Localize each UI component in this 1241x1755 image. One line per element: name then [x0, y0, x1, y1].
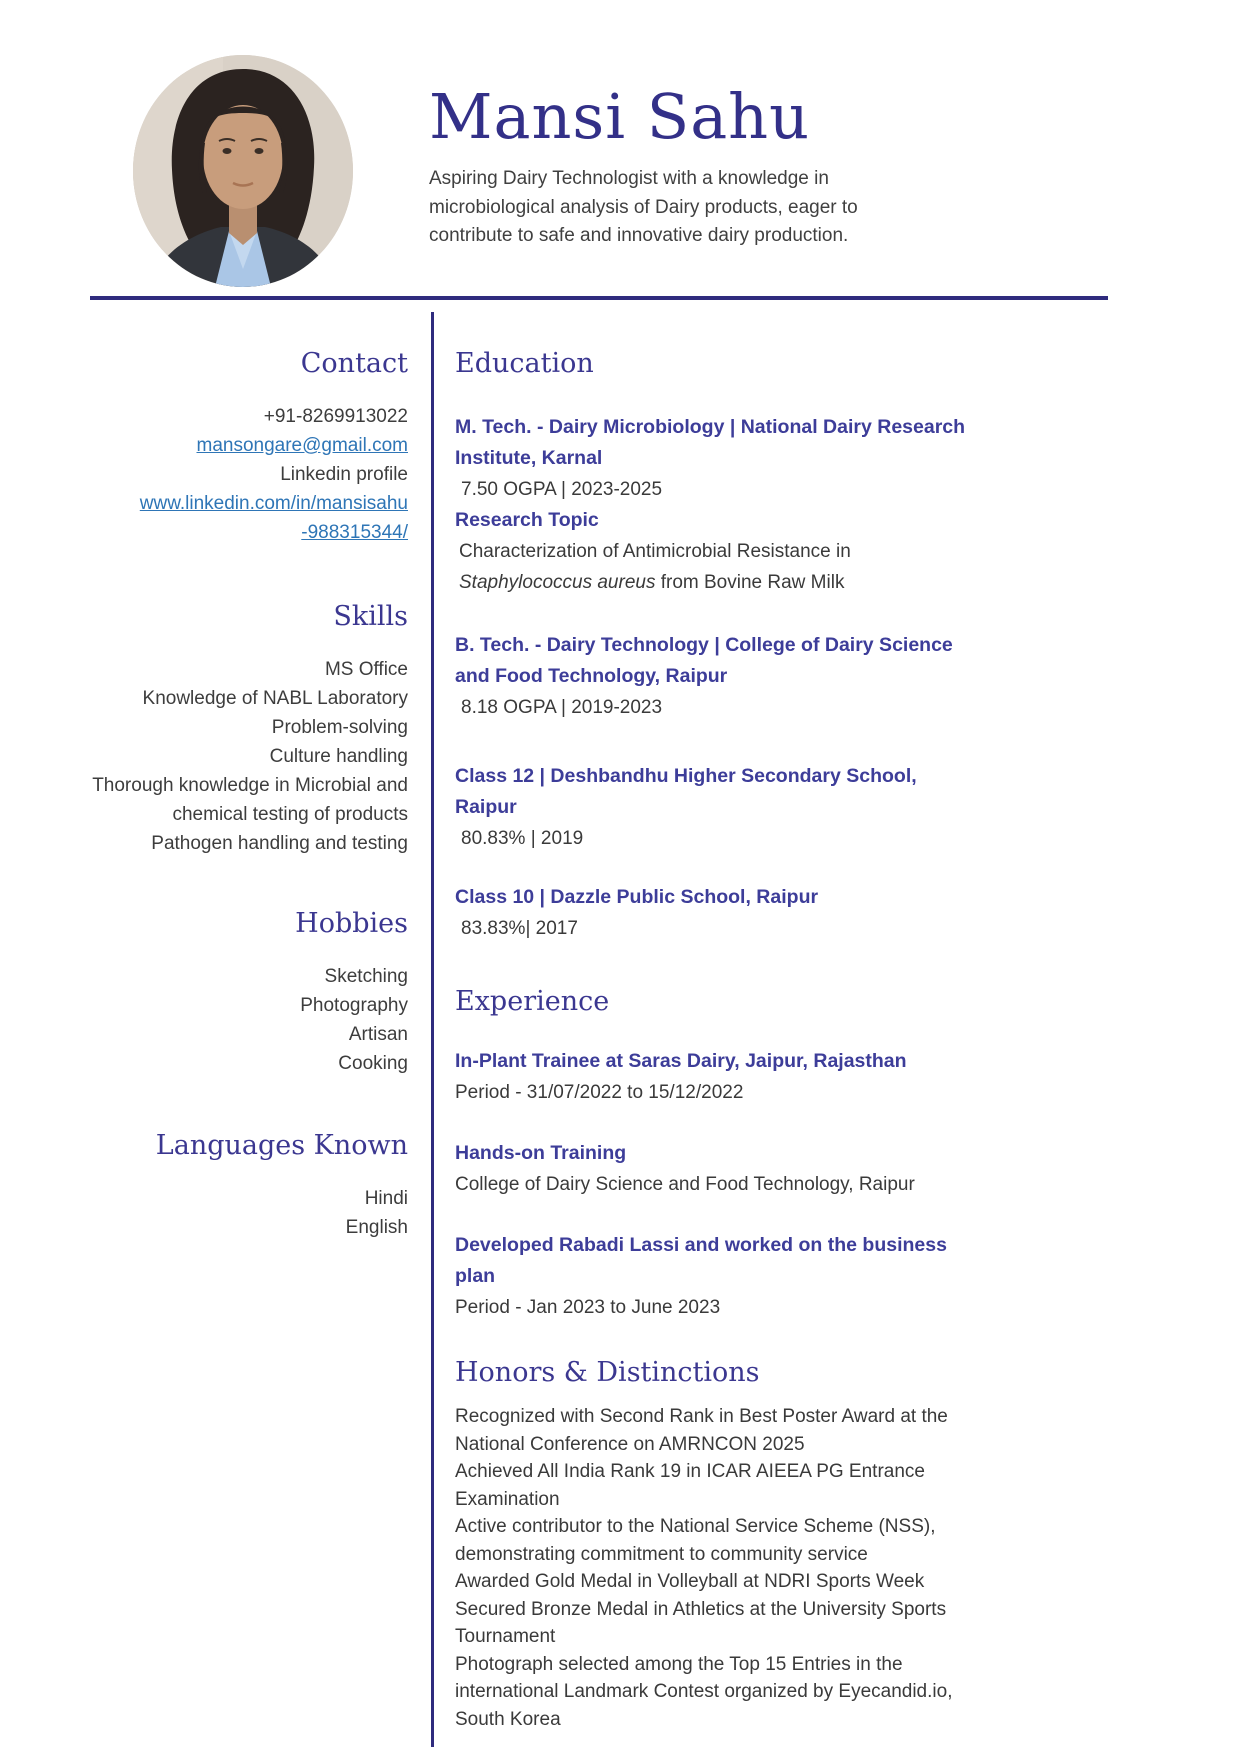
- profile-photo-illustration: [133, 55, 353, 287]
- contact-linkedin-url-link-line2[interactable]: -988315344/: [301, 522, 408, 543]
- honors-item: Secured Bronze Medal in Athletics at the University Sports Tournament: [455, 1598, 947, 1647]
- hobby-item: Artisan: [348, 1024, 408, 1045]
- research-topic-text: Characterization of Antimicrobial Resistance in Staphylococcus aureus from Bovine Raw Milk: [459, 541, 851, 593]
- experience-entry: [455, 1046, 975, 1108]
- education-entry: [455, 761, 975, 854]
- education-entry: [455, 882, 975, 944]
- header-text: [429, 55, 907, 287]
- honors-list: [455, 1403, 975, 1733]
- contact-email-link[interactable]: mansongare@gmail.com: [196, 435, 408, 456]
- hobby-item: Cooking: [338, 1053, 408, 1074]
- education-entry-score: 7.50 OGPA | 2023-2025: [461, 479, 663, 500]
- skills-list: [90, 655, 408, 858]
- experience-entry: [455, 1138, 975, 1200]
- experience-entry-heading: Developed Rabadi Lassi and worked on the business plan: [455, 1234, 947, 1287]
- skill-item: Thorough knowledge in Microbial and chemical testing of products: [92, 775, 408, 825]
- main-column: [431, 312, 975, 1747]
- honors-item: Active contributor to the National Service Scheme (NSS), demonstrating commitment to community service: [455, 1516, 936, 1565]
- content-columns: [90, 312, 1241, 1747]
- honors-heading: Honors & Distinctions: [455, 1357, 760, 1388]
- languages-list: [90, 1184, 408, 1242]
- contact-heading: Contact: [300, 348, 408, 379]
- contact-linkedin-label: Linkedin profile: [280, 464, 408, 485]
- experience-heading: Experience: [455, 986, 610, 1017]
- experience-entry-detail: Period - Jan 2023 to June 2023: [455, 1297, 721, 1318]
- skill-item: Culture handling: [269, 746, 408, 767]
- language-item: English: [345, 1217, 408, 1238]
- experience-entry-heading: In-Plant Trainee at Saras Dairy, Jaipur, Rajasthan: [455, 1050, 907, 1072]
- education-heading: Education: [455, 348, 594, 379]
- skill-item: Pathogen handling and testing: [151, 833, 408, 854]
- education-entry-heading: M. Tech. - Dairy Microbiology | National Dairy Research Institute, Karnal: [455, 416, 966, 469]
- experience-entry-detail: College of Dairy Science and Food Technology, Raipur: [455, 1174, 915, 1195]
- research-topic-species: Staphylococcus aureus: [459, 572, 656, 593]
- hobbies-list: [90, 962, 408, 1078]
- research-topic-label: Research Topic: [455, 509, 599, 531]
- education-entry: [455, 412, 975, 598]
- skills-heading: Skills: [333, 601, 408, 632]
- experience-entry-heading: Hands-on Training: [455, 1142, 627, 1164]
- tagline: Aspiring Dairy Technologist with a knowledge in microbiological analysis of Dairy products, eager to contribute to safe and innovative dairy production.: [429, 168, 858, 246]
- education-entry-heading: Class 12 | Deshbandhu Higher Secondary School, Raipur: [455, 765, 917, 818]
- profile-photo: [133, 55, 353, 287]
- skill-item: Problem-solving: [271, 717, 408, 738]
- sidebar-column: [90, 312, 431, 1242]
- honors-item: Awarded Gold Medal in Volleyball at NDRI Sports Week: [455, 1571, 925, 1592]
- languages-heading: Languages Known: [155, 1130, 408, 1161]
- education-entry-heading: Class 10 | Dazzle Public School, Raipur: [455, 886, 819, 908]
- education-entry-score: 83.83%| 2017: [461, 918, 578, 939]
- hobby-item: Sketching: [324, 966, 408, 987]
- header-divider-rule: [90, 296, 1108, 300]
- skill-item: Knowledge of NABL Laboratory: [142, 688, 408, 709]
- hobbies-heading: Hobbies: [295, 908, 408, 939]
- header: [0, 0, 1241, 287]
- education-entry-score: 8.18 OGPA | 2019-2023: [461, 697, 663, 718]
- education-entry-score: 80.83% | 2019: [461, 828, 584, 849]
- education-entry: [455, 630, 975, 723]
- contact-phone: +91-8269913022: [263, 406, 408, 427]
- honors-item: Recognized with Second Rank in Best Poster Award at the National Conference on AMRNCON 2025: [455, 1406, 948, 1455]
- skill-item: MS Office: [324, 659, 408, 680]
- page-title: Mansi Sahu: [429, 80, 811, 153]
- education-entry-heading: B. Tech. - Dairy Technology | College of Dairy Science and Food Technology, Raipur: [455, 634, 953, 687]
- experience-entry: [455, 1230, 975, 1323]
- contact-list: [90, 402, 408, 547]
- language-item: Hindi: [364, 1188, 408, 1209]
- contact-linkedin-url-link-line1[interactable]: www.linkedin.com/in/mansisahu: [139, 493, 408, 514]
- experience-entry-detail: Period - 31/07/2022 to 15/12/2022: [455, 1082, 744, 1103]
- hobby-item: Photography: [300, 995, 408, 1016]
- honors-item: Photograph selected among the Top 15 Entries in the international Landmark Contest organized by Eyecandid.io, South Korea: [455, 1653, 953, 1730]
- honors-item: Achieved All India Rank 19 in ICAR AIEEA PG Entrance Examination: [455, 1461, 925, 1510]
